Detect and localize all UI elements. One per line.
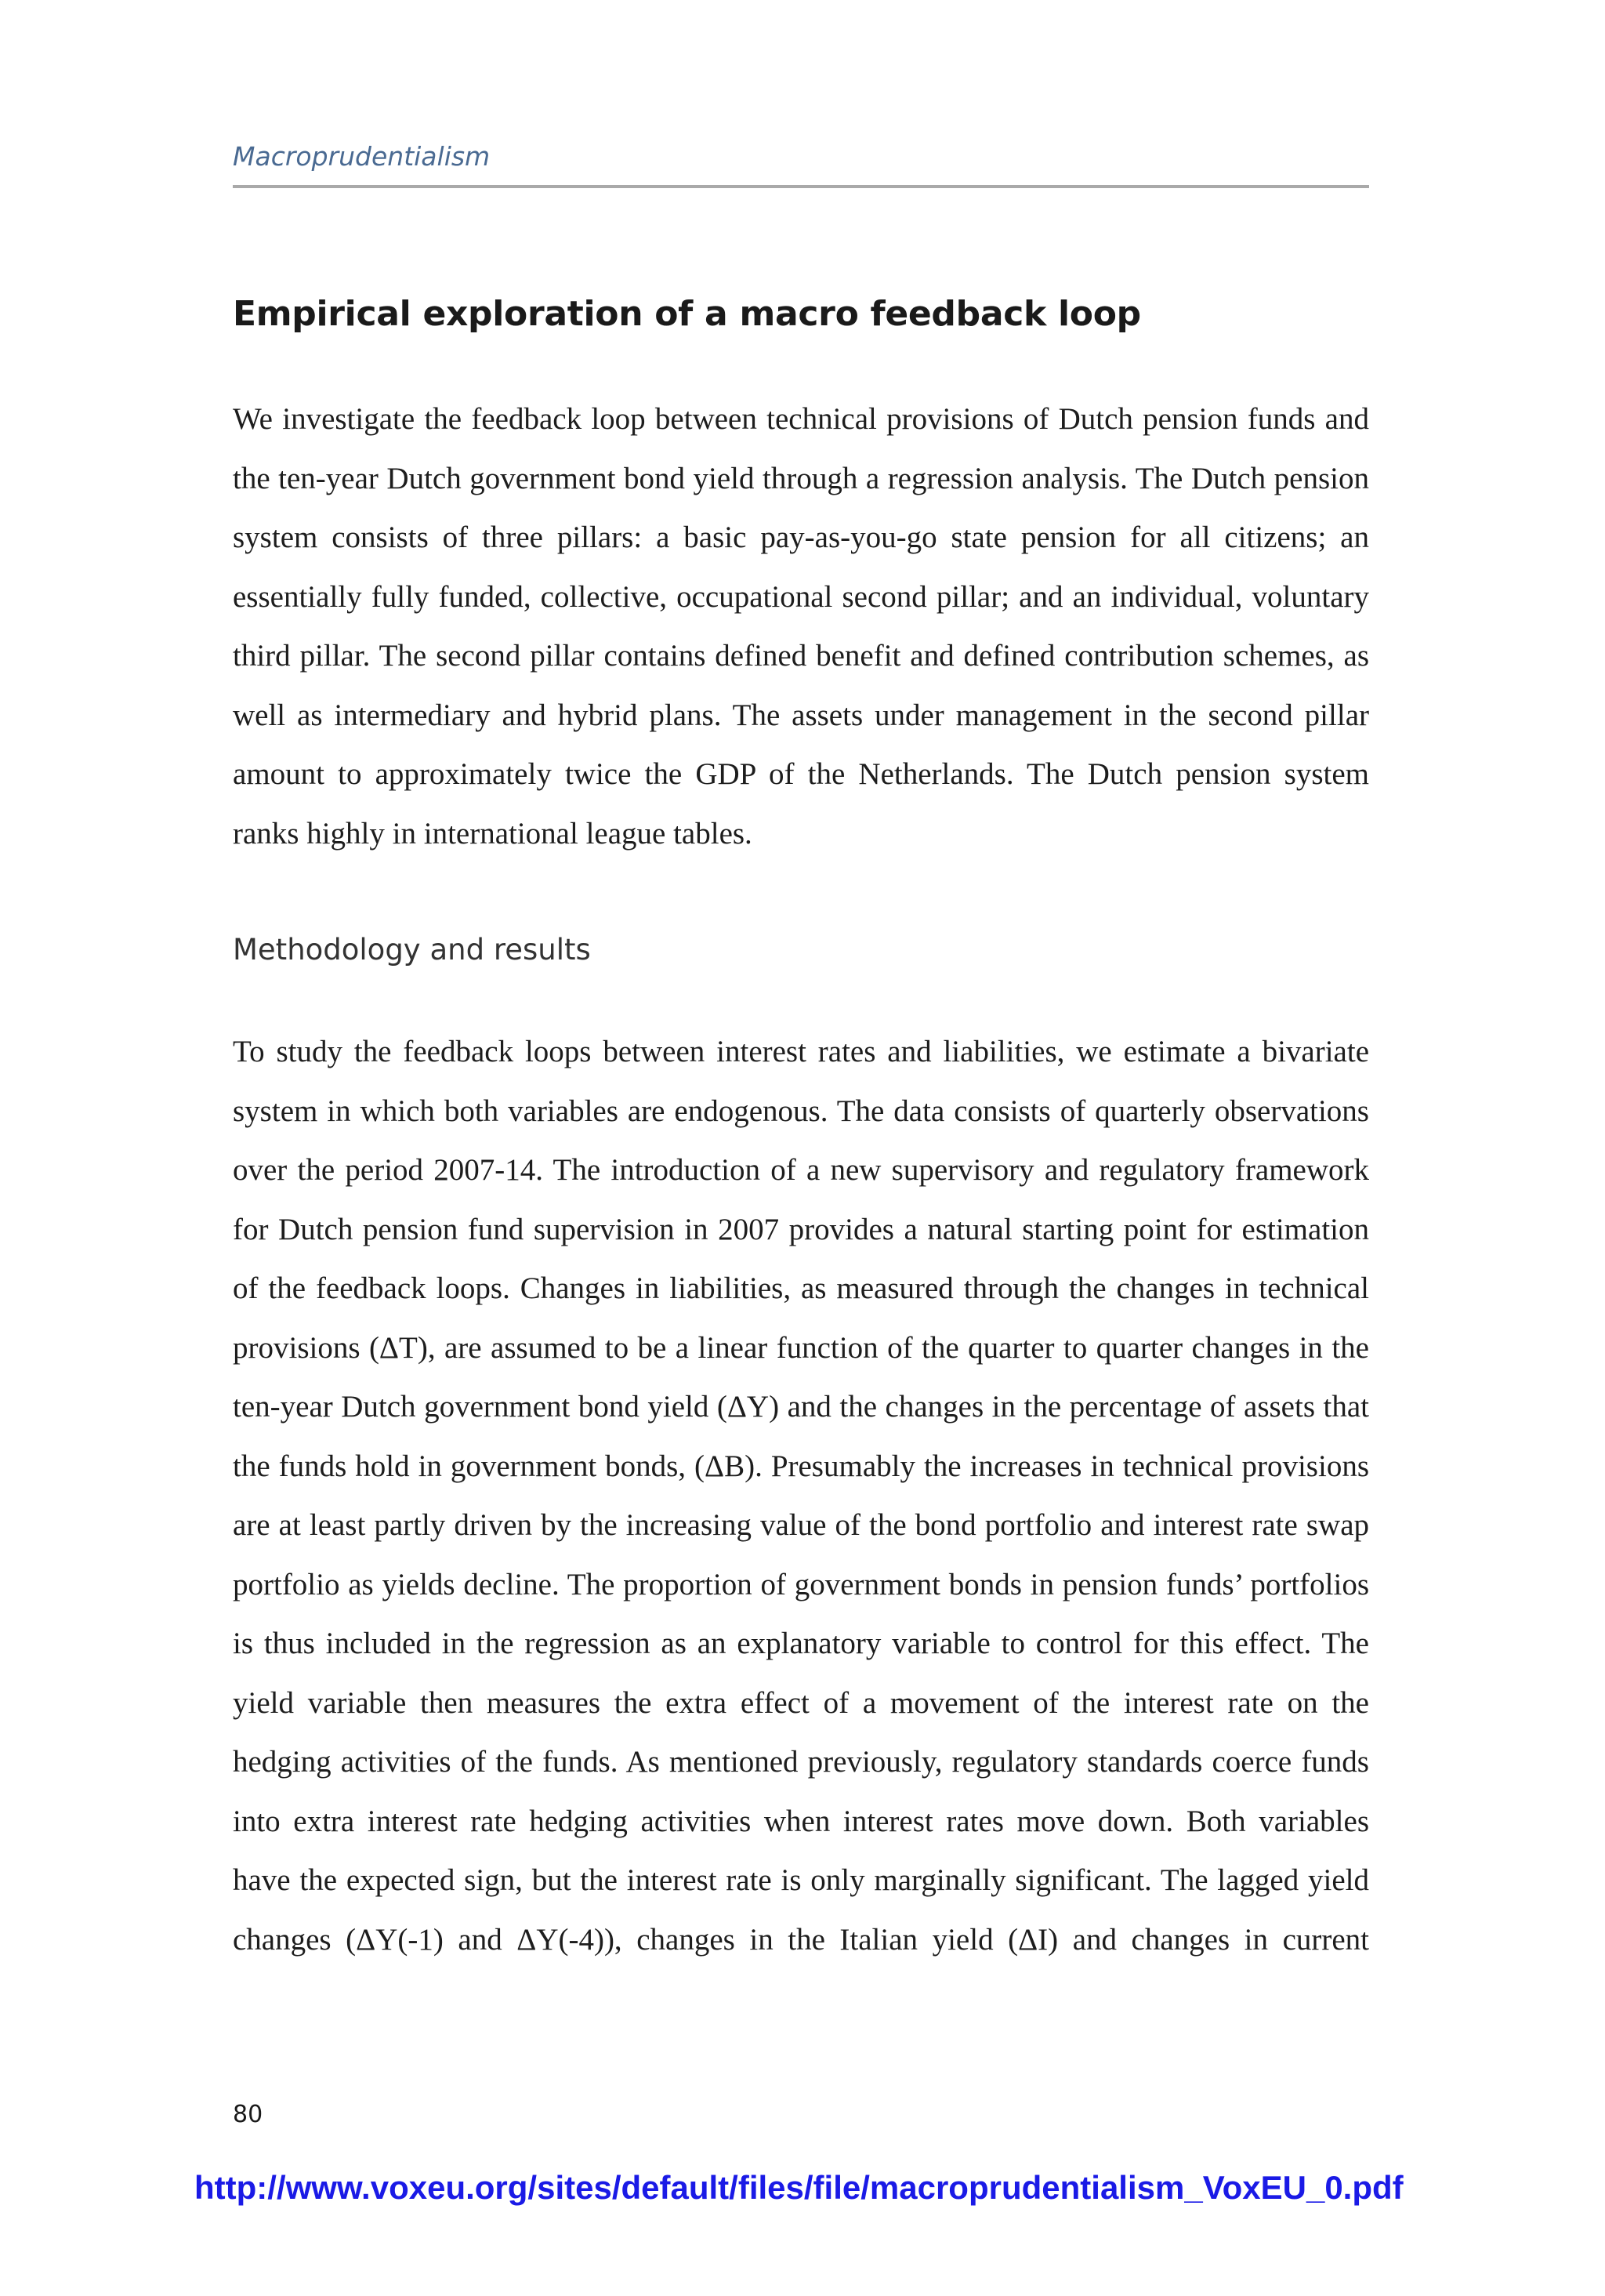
header-rule: [233, 185, 1369, 188]
subsection-heading: Methodology and results: [233, 933, 591, 967]
page-number: 80: [233, 2101, 263, 2128]
body-paragraph-1: We investigate the feedback loop between technical provisions of Dutch pension funds and the ten-year Dutch government bond yield through a regression analysis. The Dutch pension system consists of three pillars: a basic pay-as-you-go state pension for all citizens; an essentially fully funded, collective, occupational second pillar; and an individual, voluntary third pillar. The second pillar contains defined benefit and defined contribution schemes, as well as intermediary and hybrid plans. The assets under management in the second pillar amount to approximately twice the GDP of the Netherlands. The Dutch pension system ranks highly in international league tables.: [233, 402, 1369, 851]
section-heading: Empirical exploration of a macro feedback loop: [233, 294, 1141, 334]
running-header: Macroprudentialism: [233, 141, 491, 172]
body-paragraph-2: To study the feedback loops between interest rates and liabilities, we estimate a bivariate system in which both variables are endogenous. The data consists of quarterly observations over the period 2007-14. The introduction of a new supervisory and regulatory framework for Dutch pension fund supervision in 2007 provides a natural starting point for estimation of the feedback loops. Changes in liabilities, as measured through the changes in technical provisions (ΔT), are assumed to be a linear function of the quarter to quarter changes in the ten-year Dutch government bond yield (ΔY) and the changes in the percentage of assets that the funds hold in government bonds, (ΔB). Presumably the increases in technical provisions are at least partly driven by the increasing value of the bond portfolio and interest rate swap portfolio as yields decline. The proportion of government bonds in pension funds’ portfolios is thus included in the regression as an explanatory variable to control for this effect. The yield variable then measures the extra effect of a movement of the interest rate on the hedging activities of the funds. As mentioned previously, regulatory standards coerce funds into extra interest rate hedging activities when interest rates move down. Both variables have the expected sign, but the interest rate is only marginally significant. The lagged yield changes (ΔY(-1) and ΔY(-4)), changes in the Italian yield (ΔI) and changes in current: [233, 1035, 1369, 1957]
source-url-link[interactable]: http://www.voxeu.org/sites/default/files/file/macroprudentialism_VoxEU_0.pdf: [194, 2169, 1404, 2206]
